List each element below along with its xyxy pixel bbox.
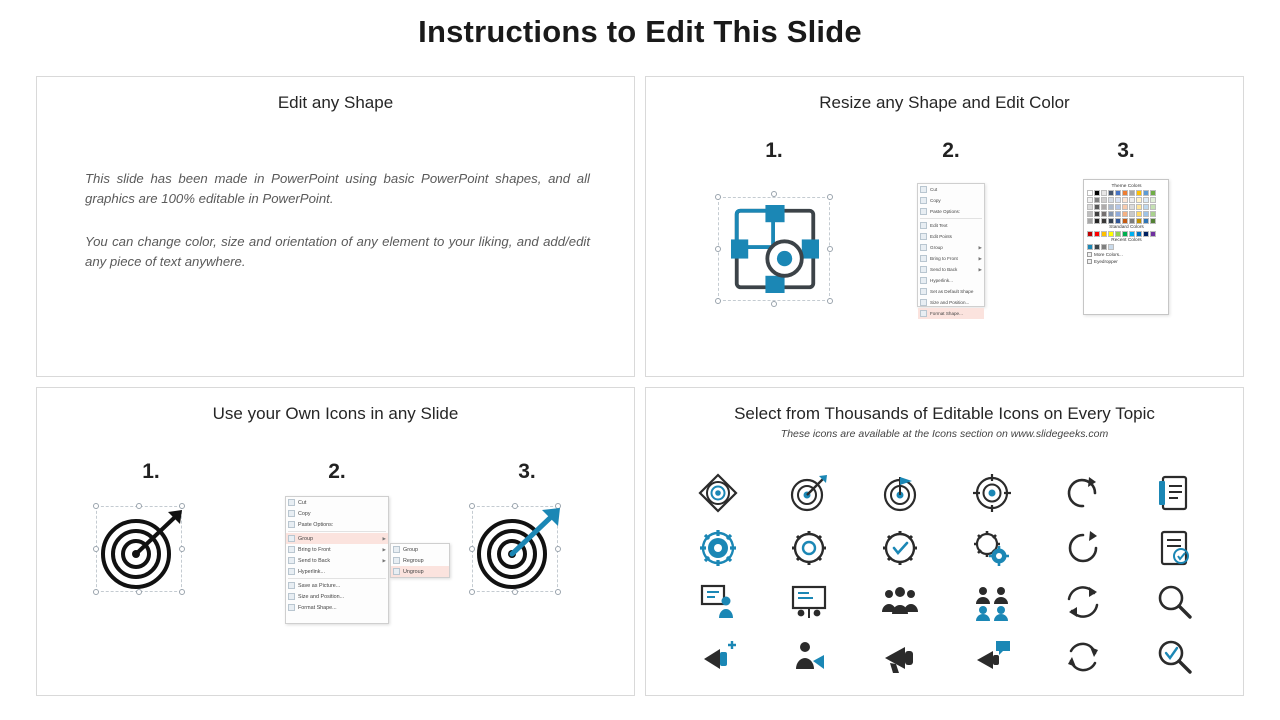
swatch[interactable] xyxy=(1122,190,1128,196)
resize-handle-se[interactable] xyxy=(827,298,833,304)
menu-item-format-shape[interactable] xyxy=(918,308,984,319)
resize-handle-n[interactable] xyxy=(771,191,777,197)
icon-gears-dual[interactable] xyxy=(969,525,1015,571)
swatch[interactable] xyxy=(1122,218,1128,224)
target-dart-colored-icon xyxy=(472,506,568,596)
panel-resize-any-shape xyxy=(645,76,1244,377)
swatch[interactable] xyxy=(1094,190,1100,196)
panel-use-own-icons xyxy=(36,387,635,696)
swatch[interactable] xyxy=(1129,190,1135,196)
own-icons-step-2 xyxy=(237,460,437,624)
swatch[interactable] xyxy=(1101,190,1107,196)
menu-item-cut[interactable] xyxy=(286,497,388,508)
menu-item-group-label: Group xyxy=(298,535,313,542)
swatch[interactable] xyxy=(1087,218,1093,224)
edit-text-icon xyxy=(920,222,927,229)
menu-item-copy-label: Copy xyxy=(930,198,941,203)
swatch[interactable] xyxy=(1108,190,1114,196)
own-icons-step-3 xyxy=(427,460,627,606)
submenu-arrow-icon: ▶ xyxy=(978,244,982,250)
menu-item-cut-label: Cut xyxy=(298,499,307,506)
swatch[interactable] xyxy=(1115,197,1121,203)
swatch[interactable] xyxy=(1101,211,1107,217)
target-dart-icon xyxy=(96,506,192,596)
swatch[interactable] xyxy=(1115,204,1121,210)
recent-colors-label: Recent Colors xyxy=(1111,238,1142,243)
swatch[interactable] xyxy=(1150,197,1156,203)
submenu-arrow-icon: ▶ xyxy=(382,546,386,552)
menu-item-set-default-label: Set as Default Shape xyxy=(930,289,974,294)
target-crosshair-icon xyxy=(972,473,1012,513)
swatch[interactable] xyxy=(1143,211,1149,217)
more-colors-icon xyxy=(1087,252,1092,257)
edit-shape-paragraph-2: You can change color, size and orientation of any element to your liking, and add/edit any piece of text anywhere. xyxy=(85,233,590,270)
group-icon xyxy=(393,546,400,553)
gear-check-icon xyxy=(880,528,920,568)
icon-magnifier[interactable] xyxy=(1151,579,1197,625)
target-diamond-icon xyxy=(698,473,738,513)
target-dart-graphic-recolored[interactable] xyxy=(472,506,582,606)
send-back-icon xyxy=(288,557,295,564)
menu-item-format-shape[interactable] xyxy=(286,602,388,613)
group-icon xyxy=(288,535,295,542)
menu-item-edit-text-label: Edit Text xyxy=(930,223,948,228)
menu-item-send-to-back[interactable] xyxy=(918,264,984,275)
swatch[interactable] xyxy=(1150,231,1156,237)
swatch[interactable] xyxy=(1143,204,1149,210)
theme-color-row[interactable] xyxy=(1087,204,1165,210)
swatch[interactable] xyxy=(1094,231,1100,237)
menu-item-bring-to-front[interactable] xyxy=(918,253,984,264)
menu-item-paste-label: Paste Options: xyxy=(930,209,961,214)
editable-icons-subtitle: These icons are available at the Icons section on www.slidegeeks.com xyxy=(780,428,1109,440)
whiteboard-icon xyxy=(789,582,829,622)
icon-magnifier-check[interactable] xyxy=(1151,634,1197,680)
more-colors-label: More Colors... xyxy=(1094,252,1123,257)
bring-front-icon xyxy=(920,255,927,262)
swatch[interactable] xyxy=(1136,204,1142,210)
swatch[interactable] xyxy=(1129,218,1135,224)
swatch[interactable] xyxy=(1136,197,1142,203)
swatch[interactable] xyxy=(1094,218,1100,224)
people-meeting-icon xyxy=(972,582,1012,622)
submenu-arrow-icon: ▶ xyxy=(978,266,982,272)
gears-dual-icon xyxy=(972,528,1012,568)
paste-icon xyxy=(920,208,927,215)
panel-title-editable-icons: Select from Thousands of Editable Icons on Every Topic xyxy=(734,404,1155,423)
swatch[interactable] xyxy=(1101,218,1107,224)
copy-icon xyxy=(288,510,295,517)
icon-target-diamond[interactable] xyxy=(695,470,741,516)
menu-item-size-position-label: Size and Position... xyxy=(298,593,345,600)
menu-separator xyxy=(288,531,386,532)
swatch[interactable] xyxy=(1136,190,1142,196)
menu-item-hyperlink[interactable] xyxy=(286,566,388,577)
menu-item-copy[interactable] xyxy=(286,508,388,519)
eyedropper-button[interactable] xyxy=(1087,259,1165,264)
gear-outline-icon xyxy=(789,528,829,568)
target-dart-icon xyxy=(789,473,829,513)
icon-document-list[interactable] xyxy=(1151,470,1197,516)
icon-gear-check[interactable] xyxy=(877,525,923,571)
document-list-icon xyxy=(1154,473,1194,513)
icon-target-dart[interactable] xyxy=(786,470,832,516)
bring-front-icon xyxy=(288,546,295,553)
menu-item-group[interactable] xyxy=(286,533,388,544)
megaphone-speech-icon xyxy=(972,637,1012,677)
swatch[interactable] xyxy=(1150,211,1156,217)
submenu-arrow-icon: ▶ xyxy=(978,255,982,261)
edit-shape-paragraph-1: This slide has been made in PowerPoint using basic PowerPoint shapes, and all graphics are 100% editable in PowerPoint. xyxy=(85,171,590,207)
submenu-item-group-label: Group xyxy=(403,546,418,553)
swatch[interactable] xyxy=(1094,204,1100,210)
menu-item-hyperlink[interactable] xyxy=(918,275,984,286)
swatch[interactable] xyxy=(1129,231,1135,237)
resize-handle-nw[interactable] xyxy=(715,194,721,200)
color-picker-panel[interactable] xyxy=(1083,179,1169,315)
icon-target-crosshair[interactable] xyxy=(969,470,1015,516)
swatch[interactable] xyxy=(1087,211,1093,217)
icon-sync-arrows[interactable] xyxy=(1060,579,1106,625)
menu-item-paste-options[interactable] xyxy=(918,206,984,217)
standard-colors-label: Standard Colors xyxy=(1109,225,1144,230)
submenu-arrow-icon: ▶ xyxy=(382,557,386,563)
people-group-icon xyxy=(880,582,920,622)
hyperlink-icon xyxy=(920,277,927,284)
menu-separator xyxy=(920,218,982,219)
menu-item-copy[interactable] xyxy=(918,195,984,206)
context-menu-resize[interactable] xyxy=(917,183,985,316)
size-position-icon xyxy=(288,593,295,600)
swatch[interactable] xyxy=(1108,244,1114,250)
send-back-icon xyxy=(920,266,927,273)
swatch[interactable] xyxy=(1115,190,1121,196)
theme-color-row[interactable] xyxy=(1087,190,1165,196)
page-title: Instructions to Edit This Slide xyxy=(418,14,862,49)
group-icon xyxy=(920,244,927,251)
hyperlink-icon xyxy=(288,568,295,575)
swatch[interactable] xyxy=(1122,197,1128,203)
menu-item-bring-front-label: Bring to Front xyxy=(298,546,331,553)
swatch[interactable] xyxy=(1136,231,1142,237)
swatch[interactable] xyxy=(1101,231,1107,237)
panel-title-own-icons: Use your Own Icons in any Slide xyxy=(212,404,459,423)
own-icons-step-3-number: 3. xyxy=(518,460,536,483)
magnifier-check-icon xyxy=(1154,637,1194,677)
person-megaphone-icon xyxy=(789,637,829,677)
submenu-item-ungroup-label: Ungroup xyxy=(403,568,424,575)
swatch[interactable] xyxy=(1108,218,1114,224)
save-picture-icon xyxy=(288,582,295,589)
document-check-icon xyxy=(1154,528,1194,568)
swatch[interactable] xyxy=(1087,204,1093,210)
menu-item-copy-label: Copy xyxy=(298,510,311,517)
resize-step-3 xyxy=(1036,139,1216,315)
resize-handle-s[interactable] xyxy=(771,301,777,307)
resize-steps-row xyxy=(646,139,1245,419)
icon-people-group[interactable] xyxy=(877,579,923,625)
menu-item-save-picture-label: Save as Picture... xyxy=(298,582,341,589)
selected-shape-graphic[interactable] xyxy=(712,187,836,311)
menu-item-format-shape-label: Format Shape... xyxy=(298,604,337,611)
swatch[interactable] xyxy=(1094,197,1100,203)
menu-item-group[interactable] xyxy=(918,242,984,253)
menu-item-bring-front-label: Bring to Front xyxy=(930,256,958,261)
icon-cycle-arrows[interactable] xyxy=(1060,634,1106,680)
icon-people-meeting[interactable] xyxy=(969,579,1015,625)
menu-item-set-default-shape[interactable] xyxy=(918,286,984,297)
swatch[interactable] xyxy=(1094,211,1100,217)
menu-item-hyperlink-label: Hyperlink... xyxy=(298,568,325,575)
swatch[interactable] xyxy=(1150,190,1156,196)
swatch[interactable] xyxy=(1122,204,1128,210)
menu-item-bring-to-front[interactable] xyxy=(286,544,388,555)
edit-points-icon xyxy=(920,233,927,240)
resize-handle-e[interactable] xyxy=(827,246,833,252)
own-icons-step-2-number: 2. xyxy=(328,460,346,483)
format-shape-icon xyxy=(288,604,295,611)
swatch[interactable] xyxy=(1087,244,1093,250)
icon-document-check[interactable] xyxy=(1151,525,1197,571)
menu-item-size-position-label: Size and Position... xyxy=(930,300,970,305)
menu-item-size-position[interactable] xyxy=(918,297,984,308)
magnifier-icon xyxy=(1154,582,1194,622)
swatch[interactable] xyxy=(1129,197,1135,203)
menu-item-edit-points[interactable] xyxy=(918,231,984,242)
swatch[interactable] xyxy=(1108,211,1114,217)
panel-editable-icons xyxy=(645,387,1244,696)
own-icons-step-1-number: 1. xyxy=(142,460,160,483)
menu-item-group-label: Group xyxy=(930,245,943,250)
swatch[interactable] xyxy=(1143,190,1149,196)
resize-step-1-number: 1. xyxy=(765,139,783,162)
menu-item-send-back-label: Send to Back xyxy=(930,267,958,272)
format-shape-icon xyxy=(920,310,927,317)
paste-icon xyxy=(288,521,295,528)
swatch[interactable] xyxy=(1101,204,1107,210)
size-position-icon xyxy=(920,299,927,306)
swatch[interactable] xyxy=(1122,231,1128,237)
panel-title-resize-shape: Resize any Shape and Edit Color xyxy=(819,93,1070,112)
swatch[interactable] xyxy=(1143,231,1149,237)
swatch[interactable] xyxy=(1129,204,1135,210)
resize-step-2 xyxy=(861,139,1041,316)
menu-item-paste-label: Paste Options: xyxy=(298,521,334,528)
refresh-arrow-icon xyxy=(1063,473,1103,513)
icon-megaphone-speech[interactable] xyxy=(969,634,1015,680)
panel-title-edit-shape: Edit any Shape xyxy=(277,93,394,112)
ungroup-icon xyxy=(393,568,400,575)
cycle-arrows-icon xyxy=(1063,637,1103,677)
menu-item-paste-options[interactable] xyxy=(286,519,388,530)
submenu-item-regroup-label: Regroup xyxy=(403,557,424,564)
swatch[interactable] xyxy=(1150,204,1156,210)
more-colors-button[interactable] xyxy=(1087,252,1165,257)
eyedropper-icon xyxy=(1087,259,1092,264)
icon-person-presenter[interactable] xyxy=(695,579,741,625)
icon-megaphone-plus[interactable] xyxy=(695,634,741,680)
resize-step-1 xyxy=(684,139,864,311)
plus-target-shape-icon xyxy=(730,205,820,293)
megaphone-icon xyxy=(880,637,920,677)
target-flag-icon xyxy=(880,473,920,513)
resize-handle-w[interactable] xyxy=(715,246,721,252)
icon-megaphone[interactable] xyxy=(877,634,923,680)
swatch[interactable] xyxy=(1115,231,1121,237)
sync-arrows-icon xyxy=(1063,582,1103,622)
megaphone-plus-icon xyxy=(698,637,738,677)
swatch[interactable] xyxy=(1136,218,1142,224)
person-presenter-icon xyxy=(698,582,738,622)
icon-gallery xyxy=(672,466,1220,684)
menu-item-format-shape-label: Format Shape... xyxy=(930,311,963,316)
own-icons-steps-row xyxy=(37,460,636,690)
icon-gear-outline[interactable] xyxy=(786,525,832,571)
icon-person-megaphone[interactable] xyxy=(786,634,832,680)
cut-icon xyxy=(920,186,927,193)
swatch[interactable] xyxy=(1122,211,1128,217)
target-dart-graphic-selected[interactable] xyxy=(96,506,206,606)
swatch[interactable] xyxy=(1150,218,1156,224)
menu-item-edit-points-label: Edit Points xyxy=(930,234,952,239)
cut-icon xyxy=(288,499,295,506)
menu-item-cut-label: Cut xyxy=(930,187,938,192)
menu-item-send-to-back[interactable] xyxy=(286,555,388,566)
gear-filled-icon xyxy=(698,528,738,568)
swatch[interactable] xyxy=(1087,197,1093,203)
refresh-circle-icon xyxy=(1063,528,1103,568)
menu-item-save-as-picture[interactable] xyxy=(286,580,388,591)
context-menu-own-icons[interactable] xyxy=(285,496,424,624)
swatch[interactable] xyxy=(1129,211,1135,217)
resize-step-3-number: 3. xyxy=(1117,139,1135,162)
regroup-icon xyxy=(393,557,400,564)
swatch[interactable] xyxy=(1101,197,1107,203)
icon-refresh-circle[interactable] xyxy=(1060,525,1106,571)
default-shape-icon xyxy=(920,288,927,295)
menu-item-hyperlink-label: Hyperlink... xyxy=(930,278,953,283)
swatch[interactable] xyxy=(1087,190,1093,196)
swatch[interactable] xyxy=(1143,197,1149,203)
swatch[interactable] xyxy=(1136,211,1142,217)
own-icons-step-1 xyxy=(51,460,251,606)
icon-refresh-arrow[interactable] xyxy=(1060,470,1106,516)
menu-item-edit-text[interactable] xyxy=(918,220,984,231)
icon-gear-filled[interactable] xyxy=(695,525,741,571)
resize-step-2-number: 2. xyxy=(942,139,960,162)
theme-color-row[interactable] xyxy=(1087,218,1165,224)
recent-color-row[interactable] xyxy=(1087,244,1165,250)
theme-color-row[interactable] xyxy=(1087,211,1165,217)
swatch[interactable] xyxy=(1108,231,1114,237)
resize-handle-sw[interactable] xyxy=(715,298,721,304)
swatch[interactable] xyxy=(1143,218,1149,224)
swatch[interactable] xyxy=(1108,204,1114,210)
menu-item-size-position[interactable] xyxy=(286,591,388,602)
standard-color-row[interactable] xyxy=(1087,231,1165,237)
panel-edit-any-shape xyxy=(36,76,635,377)
submenu-arrow-icon: ▶ xyxy=(382,535,386,541)
swatch[interactable] xyxy=(1115,218,1121,224)
theme-color-row[interactable] xyxy=(1087,197,1165,203)
eyedropper-label: Eyedropper xyxy=(1094,259,1118,264)
icon-target-flag[interactable] xyxy=(877,470,923,516)
menu-separator xyxy=(288,578,386,579)
swatch[interactable] xyxy=(1087,231,1093,237)
copy-icon xyxy=(920,197,927,204)
swatch[interactable] xyxy=(1115,211,1121,217)
swatch[interactable] xyxy=(1108,197,1114,203)
resize-handle-ne[interactable] xyxy=(827,194,833,200)
icon-whiteboard[interactable] xyxy=(786,579,832,625)
menu-item-send-back-label: Send to Back xyxy=(298,557,331,564)
swatch[interactable] xyxy=(1094,244,1100,250)
menu-item-cut[interactable] xyxy=(918,184,984,195)
theme-colors-label: Theme Colors xyxy=(1111,184,1142,189)
swatch[interactable] xyxy=(1101,244,1107,250)
